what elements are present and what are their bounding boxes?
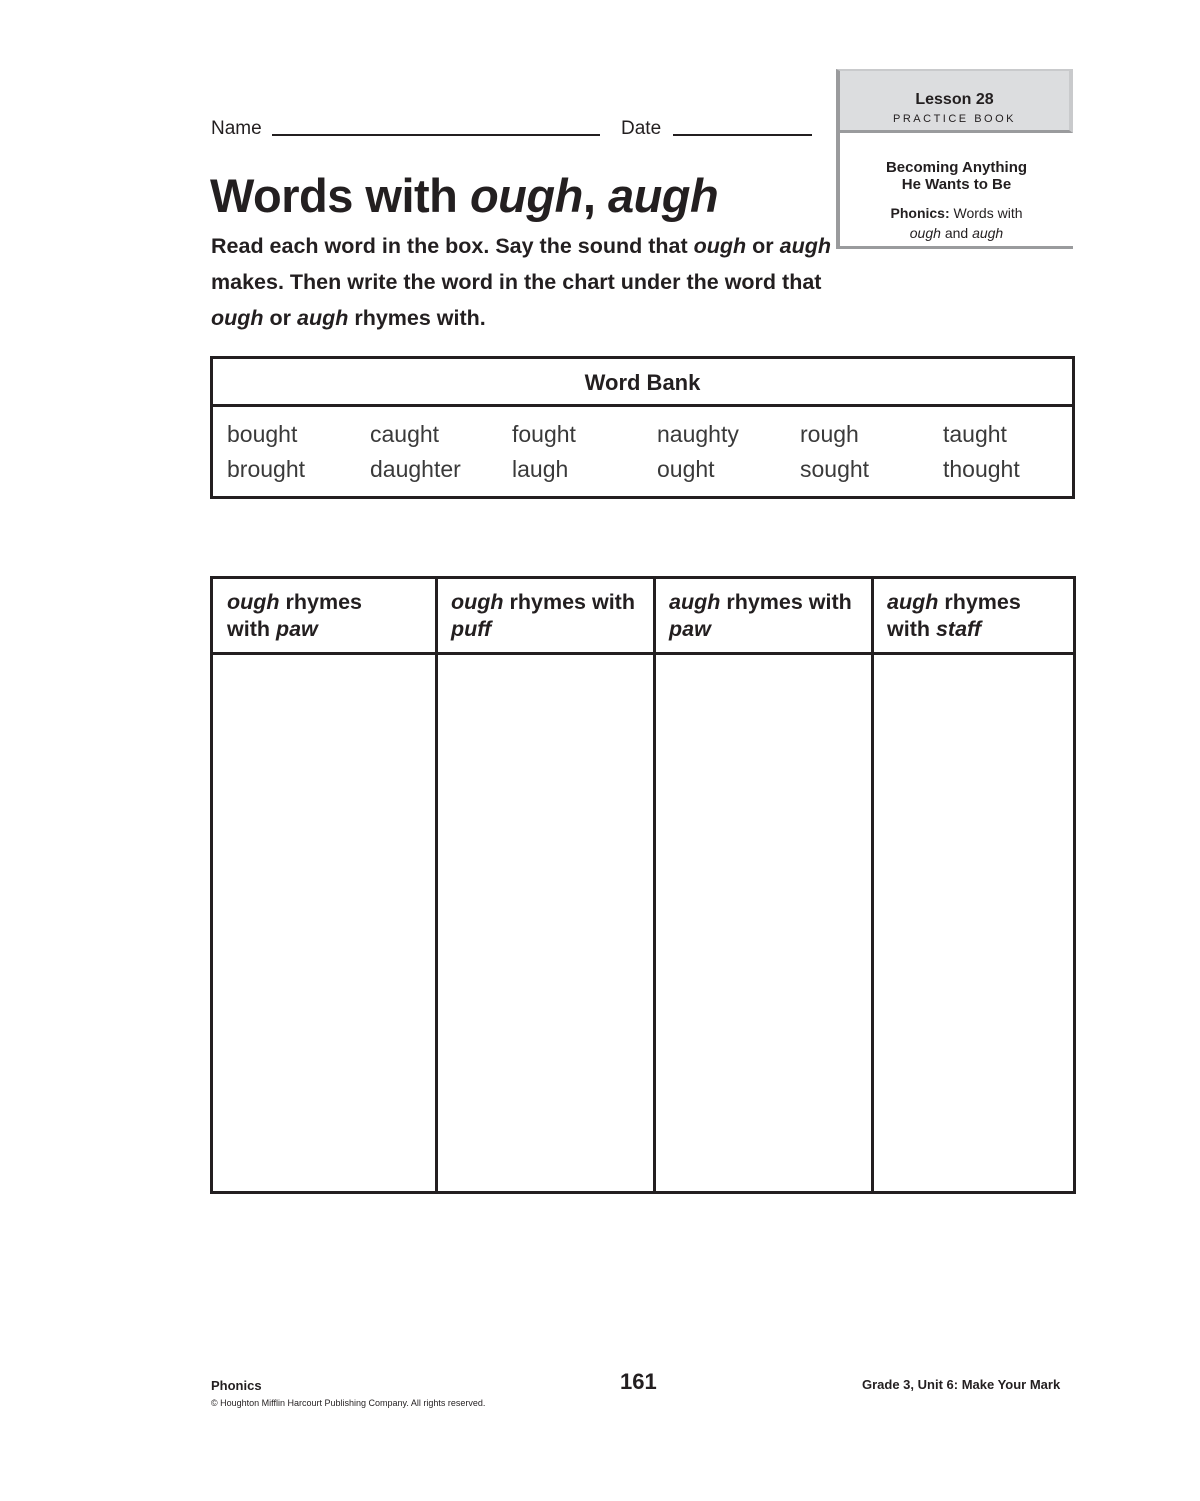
story-title bbox=[840, 159, 1073, 193]
title-comma: , bbox=[582, 169, 596, 222]
instr-part-2: or bbox=[746, 234, 780, 258]
header-text: rhymes with bbox=[720, 590, 852, 614]
skill-augh: augh bbox=[972, 225, 1004, 241]
answer-cell-augh-staff[interactable] bbox=[874, 655, 1073, 1191]
word-bank-word: naughty bbox=[657, 421, 739, 447]
date-label: Date bbox=[621, 118, 662, 139]
skill-and: and bbox=[944, 225, 969, 241]
lesson-header bbox=[836, 69, 1073, 133]
word-bank-word: rough bbox=[800, 421, 859, 447]
pattern: augh bbox=[669, 590, 721, 614]
answer-cell-augh-paw[interactable] bbox=[656, 655, 871, 1191]
word-bank bbox=[210, 356, 1075, 499]
instr-part-1: Read each word in the box. Say the sound that bbox=[211, 234, 694, 258]
instr-part-3: makes. Then write the word in the chart under the word that bbox=[211, 270, 822, 294]
rhyme-word: paw bbox=[669, 617, 711, 641]
footer-unit: Grade 3, Unit 6: Make Your Mark bbox=[862, 1377, 1061, 1392]
column-header-augh-staff bbox=[887, 589, 1067, 643]
skill-label: Phonics: bbox=[890, 205, 950, 221]
word-bank-word: daughter bbox=[370, 456, 461, 482]
skill-description bbox=[840, 203, 1073, 243]
rhyme-word: paw bbox=[275, 617, 318, 641]
instructions bbox=[211, 228, 851, 336]
header-text: rhymes bbox=[279, 590, 363, 614]
date-field[interactable] bbox=[673, 134, 812, 136]
word-bank-word: caught bbox=[370, 421, 440, 447]
skill-text: Words with bbox=[953, 205, 1023, 221]
practice-book-label: PRACTICE BOOK bbox=[893, 113, 1016, 125]
word-bank-word: fought bbox=[512, 421, 576, 447]
name-label: Name bbox=[211, 118, 262, 139]
rhyme-word: staff bbox=[935, 617, 981, 641]
instr-ough: ough bbox=[693, 234, 747, 258]
header-text: rhymes bbox=[938, 590, 1021, 614]
lesson-details bbox=[836, 133, 1073, 249]
instr-ough-2: ough bbox=[211, 306, 264, 330]
pattern: ough bbox=[227, 590, 280, 614]
column-header-ough-puff bbox=[451, 589, 651, 643]
word-bank-word: sought bbox=[800, 456, 870, 482]
story-title-line-1: Becoming Anything bbox=[885, 159, 1028, 176]
name-field[interactable] bbox=[272, 134, 600, 136]
instr-part-5: rhymes with. bbox=[348, 306, 486, 330]
answer-cell-ough-puff[interactable] bbox=[438, 655, 653, 1191]
word-bank-title: Word Bank bbox=[213, 359, 1072, 407]
lesson-box bbox=[836, 69, 1073, 249]
header-text-2: with bbox=[887, 617, 936, 641]
rhyme-word: puff bbox=[451, 617, 492, 641]
skill-ough: ough bbox=[909, 225, 941, 241]
instr-augh-2: augh bbox=[297, 306, 349, 330]
instr-augh: augh bbox=[779, 234, 831, 258]
word-bank-word: bought bbox=[227, 421, 298, 447]
story-title-line-2: He Wants to Be bbox=[901, 176, 1012, 193]
pattern: ough bbox=[451, 590, 504, 614]
header-text: rhymes with bbox=[503, 590, 635, 614]
footer-subject: Phonics bbox=[211, 1378, 262, 1393]
column-header-ough-paw bbox=[227, 589, 427, 643]
word-bank-word: brought bbox=[227, 456, 306, 482]
instr-part-4: or bbox=[263, 306, 297, 330]
title-prefix: Words with bbox=[210, 169, 470, 222]
title-augh: augh bbox=[607, 169, 719, 222]
word-bank-word: taught bbox=[943, 421, 1007, 447]
page-number: 161 bbox=[620, 1369, 657, 1394]
answer-cell-ough-paw[interactable] bbox=[213, 655, 435, 1191]
header-text-2: with bbox=[227, 617, 276, 641]
word-bank-word: thought bbox=[943, 456, 1020, 482]
pattern: augh bbox=[887, 590, 939, 614]
footer-copyright: © Houghton Mifflin Harcourt Publishing Company. All rights reserved. bbox=[211, 1398, 486, 1408]
column-header-augh-paw bbox=[669, 589, 869, 643]
word-bank-word: laugh bbox=[512, 456, 569, 482]
lesson-number: Lesson 28 bbox=[915, 91, 994, 108]
title-ough: ough bbox=[469, 169, 583, 222]
word-bank-word: ought bbox=[657, 456, 715, 482]
page-title bbox=[210, 168, 718, 223]
sorting-chart bbox=[210, 576, 1076, 1194]
